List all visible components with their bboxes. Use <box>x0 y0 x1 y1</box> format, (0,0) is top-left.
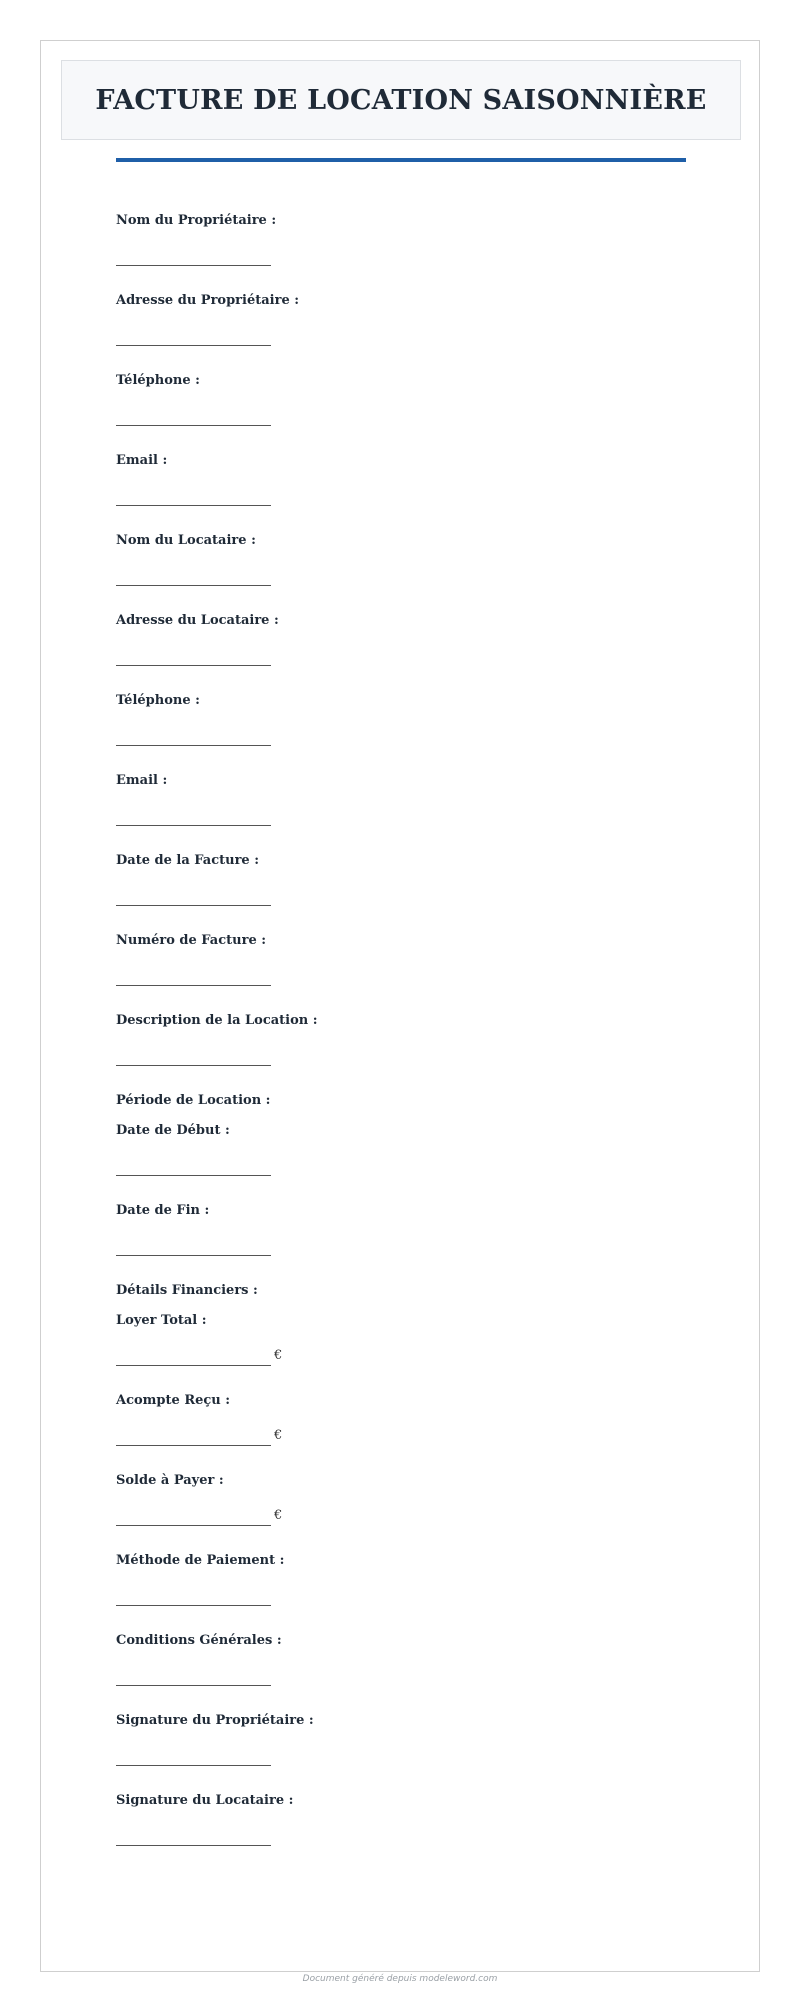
field-label: Signature du Locataire : <box>116 1793 294 1808</box>
field-label: Email : <box>116 773 168 788</box>
currency-symbol: € <box>274 1508 283 1523</box>
field-label: Nom du Locataire : <box>116 533 256 548</box>
field-label: Numéro de Facture : <box>116 933 267 948</box>
section-rental-period: Période de Location : <box>116 1093 271 1108</box>
document-title: FACTURE DE LOCATION SAISONNIÈRE <box>95 84 707 116</box>
field-label: Signature du Propriétaire : <box>116 1713 314 1728</box>
field-label: Nom du Propriétaire : <box>116 213 277 228</box>
tenant-signature-blank[interactable] <box>116 1827 271 1846</box>
owner-email-blank[interactable] <box>116 487 271 506</box>
deposit-received-blank[interactable] <box>116 1427 271 1446</box>
owner-name-blank[interactable] <box>116 247 271 266</box>
field-owner-email <box>116 450 676 530</box>
field-label: Téléphone : <box>116 373 200 388</box>
field-end-date <box>116 1200 676 1280</box>
field-invoice-number <box>116 930 676 1010</box>
field-total-rent <box>116 1310 676 1390</box>
currency-symbol: € <box>274 1428 283 1443</box>
field-label: Date de la Facture : <box>116 853 260 868</box>
total-rent-blank[interactable] <box>116 1347 271 1366</box>
field-balance-due <box>116 1470 676 1550</box>
field-tenant-phone <box>116 690 676 770</box>
field-deposit-received <box>116 1390 676 1470</box>
currency-symbol: € <box>274 1348 283 1363</box>
field-invoice-date <box>116 850 676 930</box>
field-label: Loyer Total : <box>116 1313 207 1328</box>
field-label: Adresse du Locataire : <box>116 613 279 628</box>
owner-signature-blank[interactable] <box>116 1747 271 1766</box>
form-fields <box>116 210 676 1870</box>
balance-due-blank[interactable] <box>116 1507 271 1526</box>
field-label: Conditions Générales : <box>116 1633 282 1648</box>
field-label: Méthode de Paiement : <box>116 1553 285 1568</box>
field-rental-description <box>116 1010 676 1090</box>
invoice-number-blank[interactable] <box>116 967 271 986</box>
tenant-address-blank[interactable] <box>116 647 271 666</box>
field-tenant-signature <box>116 1790 676 1870</box>
title-underline <box>116 158 686 162</box>
payment-method-blank[interactable] <box>116 1587 271 1606</box>
field-tenant-address <box>116 610 676 690</box>
owner-address-blank[interactable] <box>116 327 271 346</box>
field-tenant-email <box>116 770 676 850</box>
field-owner-name <box>116 210 676 290</box>
end-date-blank[interactable] <box>116 1237 271 1256</box>
field-payment-method <box>116 1550 676 1630</box>
general-conditions-blank[interactable] <box>116 1667 271 1686</box>
field-label: Email : <box>116 453 168 468</box>
invoice-date-blank[interactable] <box>116 887 271 906</box>
footer-credit: Document généré depuis modeleword.com <box>302 1974 498 1984</box>
owner-phone-blank[interactable] <box>116 407 271 426</box>
field-label: Description de la Location : <box>116 1013 318 1028</box>
section-financial-details: Détails Financiers : <box>116 1283 258 1298</box>
field-label: Solde à Payer : <box>116 1473 224 1488</box>
tenant-name-blank[interactable] <box>116 567 271 586</box>
field-label: Date de Fin : <box>116 1203 210 1218</box>
invoice-page <box>40 40 760 1972</box>
start-date-blank[interactable] <box>116 1157 271 1176</box>
field-label: Adresse du Propriétaire : <box>116 293 300 308</box>
field-label: Téléphone : <box>116 693 200 708</box>
field-label: Acompte Reçu : <box>116 1393 231 1408</box>
title-box <box>61 60 741 140</box>
field-tenant-name <box>116 530 676 610</box>
field-owner-phone <box>116 370 676 450</box>
tenant-phone-blank[interactable] <box>116 727 271 746</box>
tenant-email-blank[interactable] <box>116 807 271 826</box>
field-label: Date de Début : <box>116 1123 230 1138</box>
field-owner-signature <box>116 1710 676 1790</box>
rental-description-blank[interactable] <box>116 1047 271 1066</box>
field-owner-address <box>116 290 676 370</box>
field-general-conditions <box>116 1630 676 1710</box>
field-start-date <box>116 1120 676 1200</box>
